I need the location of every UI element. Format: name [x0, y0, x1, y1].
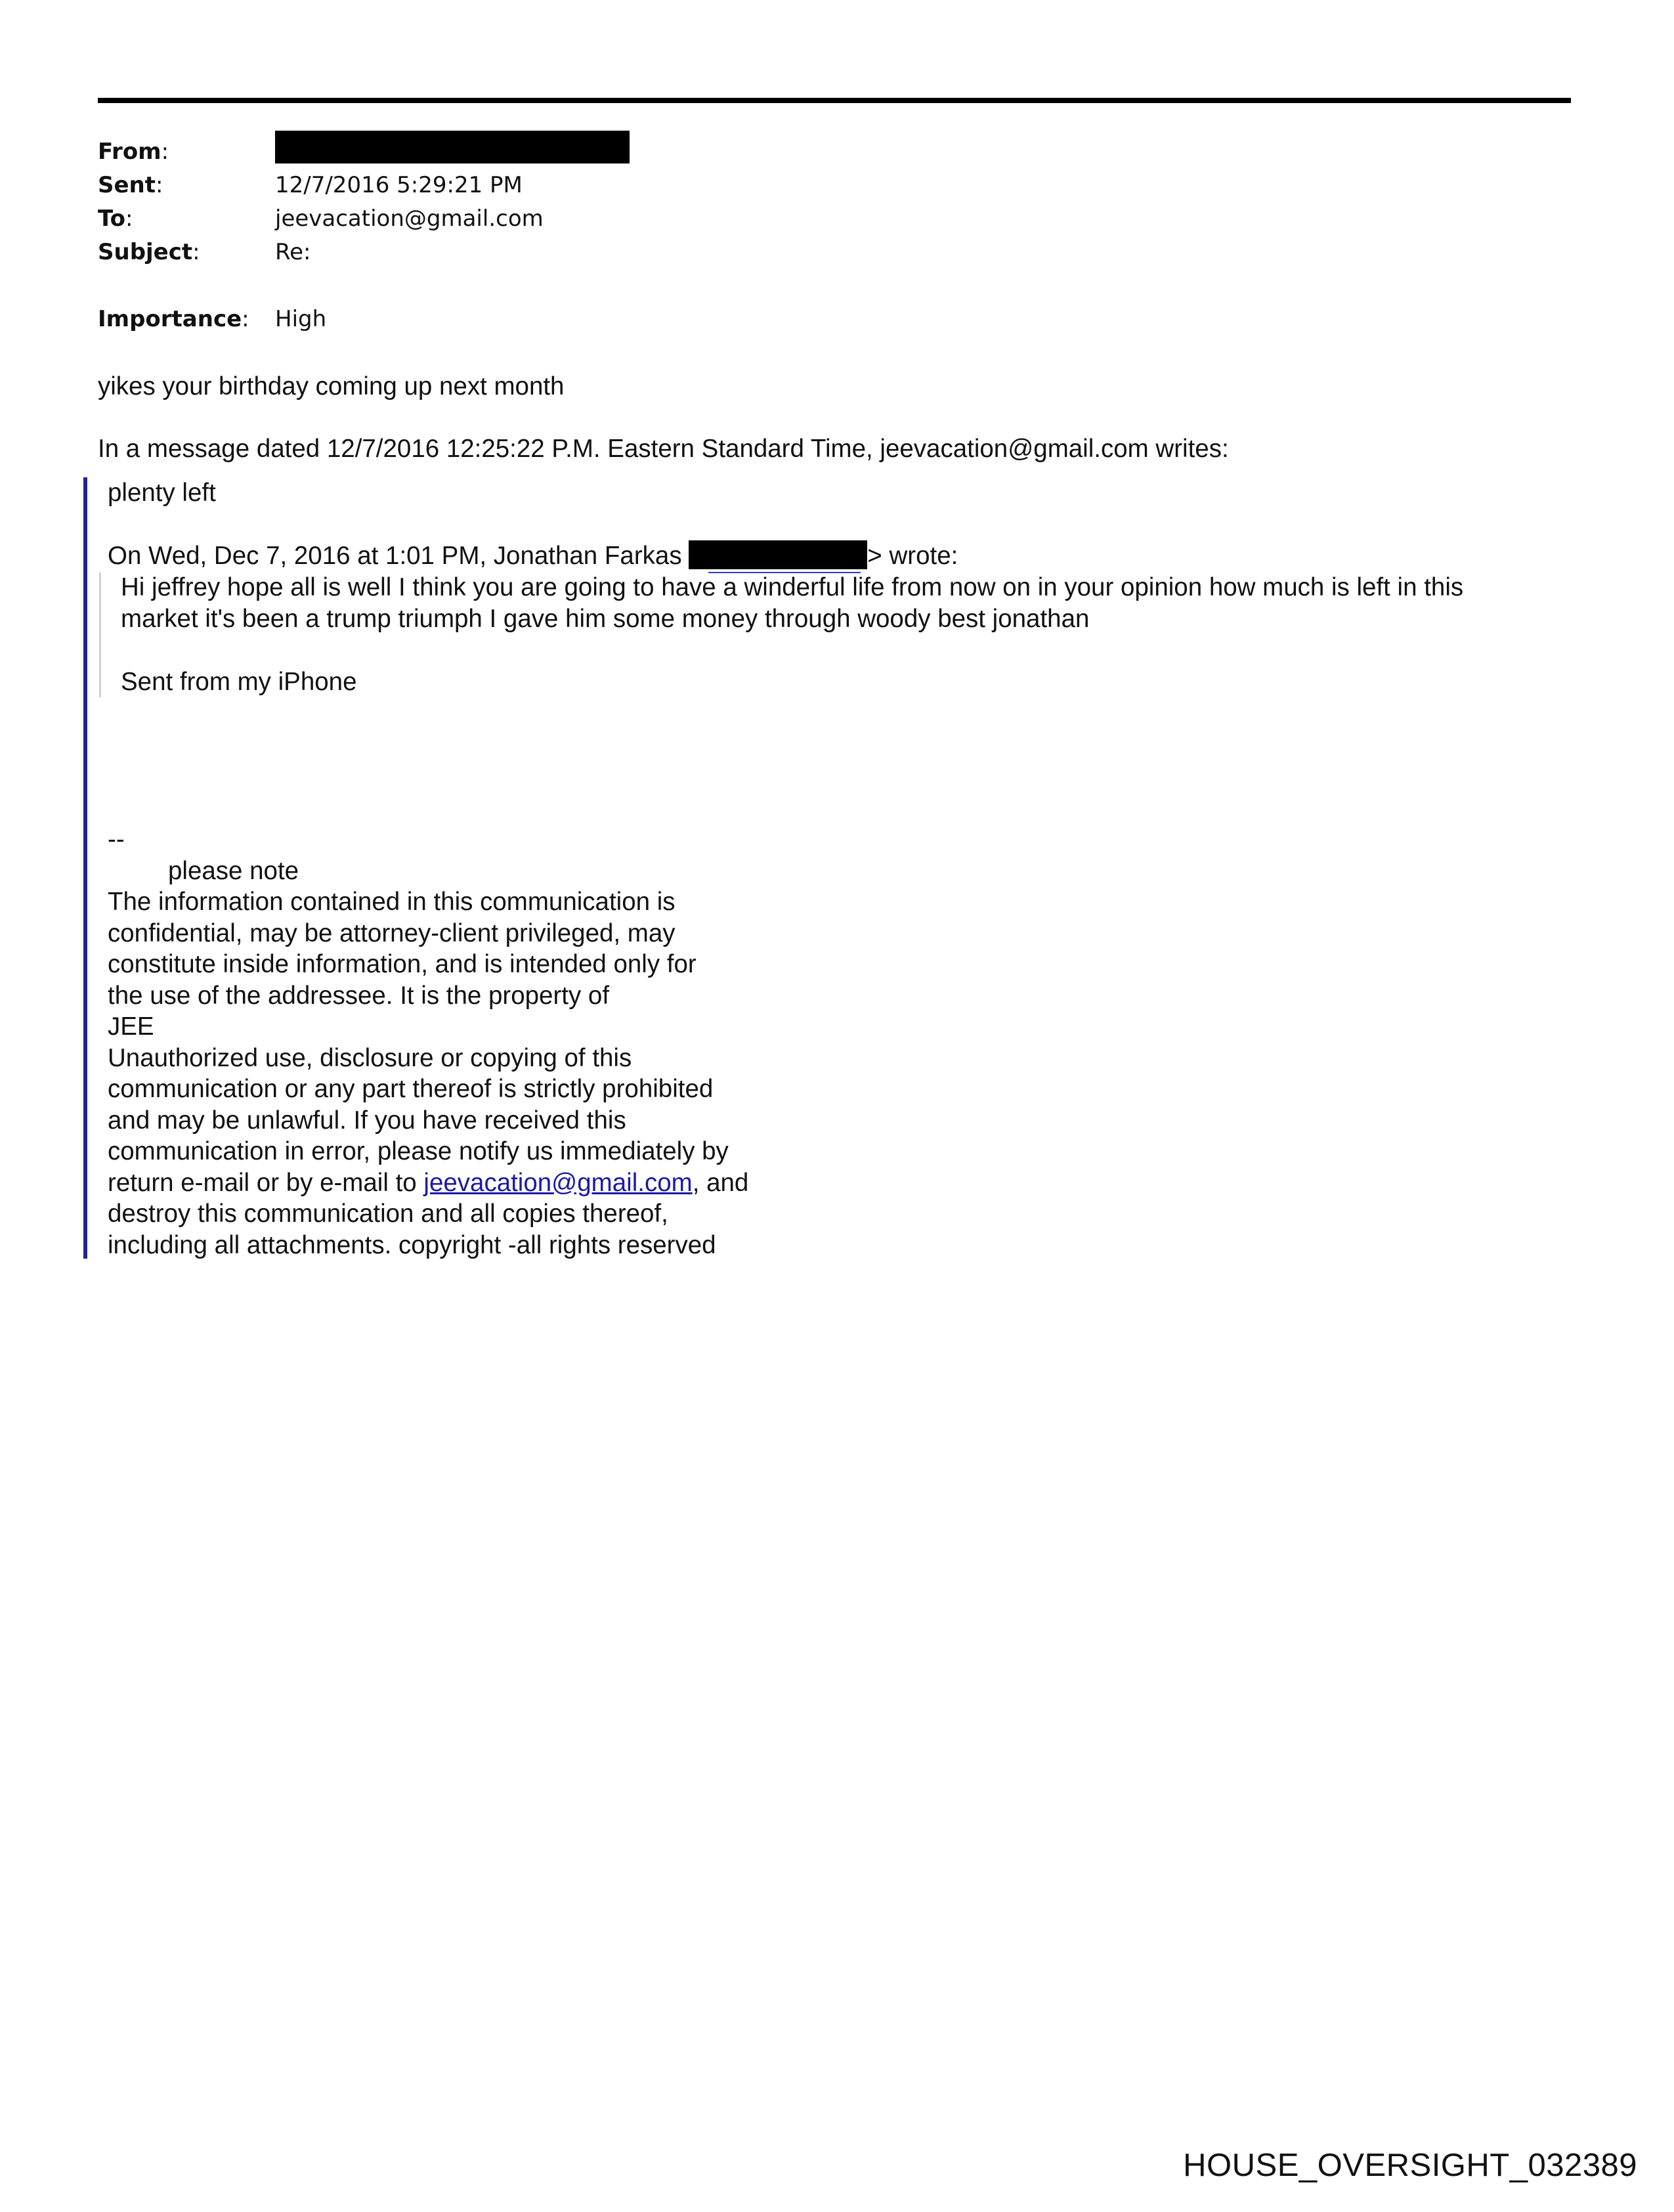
attribution-suffix: > wrote: — [867, 542, 958, 570]
disclaimer-line: communication or any part thereof is strictly prohibited — [108, 1075, 714, 1103]
to-label: To — [98, 206, 126, 232]
disclaimer-line: The information contained in this communication is — [108, 888, 676, 916]
disclaimer-line: confidential, may be attorney-client privileged, may — [108, 919, 676, 947]
from-label: From — [98, 139, 161, 165]
email-header — [98, 135, 630, 336]
disclaimer-line: Unauthorized use, disclosure or copying of this — [108, 1043, 632, 1072]
disclaimer-line: JEE — [108, 1012, 154, 1041]
disclaimer-return-line — [108, 1167, 748, 1199]
to-value: jeevacation@gmail.com — [275, 206, 544, 232]
quoted-reply: plenty left — [108, 479, 216, 507]
disclaimer-line: communication in error, please notify us immediately by — [108, 1137, 729, 1165]
return-prefix: return e-mail or by e-mail to — [108, 1168, 424, 1197]
quoted-intro: In a message dated 12/7/2016 12:25:22 P.M. Eastern Standard Time, jeevacation@gmail.com writes: — [98, 435, 1229, 463]
nested-message-line-1: Hi jeffrey hope all is well I think you are going to have a winderful life from now on in your opinion how much is left in this — [121, 573, 1464, 601]
quote-bar-inner — [99, 573, 101, 697]
email-link[interactable]: jeevacation@gmail.com — [423, 1168, 693, 1197]
sent-row: Sent: 12/7/2016 5:29:21 PM — [98, 169, 630, 202]
importance-row: Importance: High — [98, 303, 630, 336]
sent-label: Sent — [98, 172, 156, 198]
disclaimer-line: the use of the addressee. It is the property of — [108, 981, 610, 1010]
disclaimer-line: destroy this communication and all copies thereof, — [108, 1200, 668, 1228]
iphone-signature: Sent from my iPhone — [121, 668, 357, 696]
subject-label: Subject — [98, 239, 193, 265]
please-note: please note — [168, 856, 299, 885]
sent-value: 12/7/2016 5:29:21 PM — [275, 172, 523, 198]
nested-message-line-2: market it's been a trump triumph I gave him some money through woody best jonathan — [121, 605, 1090, 633]
disclaimer-line: constitute inside information, and is intended only for — [108, 950, 697, 978]
attribution-line — [108, 540, 958, 572]
return-suffix: , and — [692, 1168, 749, 1197]
attribution-prefix: On Wed, Dec 7, 2016 at 1:01 PM, Jonathan Farkas — [108, 542, 682, 570]
redacted-email — [689, 540, 867, 569]
disclaimer-line: and may be unlawful. If you have received this — [108, 1106, 626, 1135]
document-id: HOUSE_OVERSIGHT_032389 — [1183, 2148, 1637, 2183]
importance-value: High — [275, 306, 327, 332]
subject-value: Re: — [275, 239, 311, 265]
reply-text: yikes your birthday coming up next month — [98, 372, 565, 401]
disclaimer-line: including all attachments. copyright -all rights reserved — [108, 1230, 716, 1259]
quote-bar-outer — [83, 477, 87, 1259]
to-row: To: jeevacation@gmail.com — [98, 202, 630, 236]
disclaimer-block — [108, 824, 748, 1261]
signature-separator: -- — [108, 825, 125, 854]
from-row: From: — [98, 135, 630, 169]
importance-label: Importance — [98, 306, 242, 332]
header-rule — [98, 98, 1571, 103]
subject-row: Subject: Re: — [98, 236, 630, 269]
redacted-sender — [275, 131, 630, 163]
